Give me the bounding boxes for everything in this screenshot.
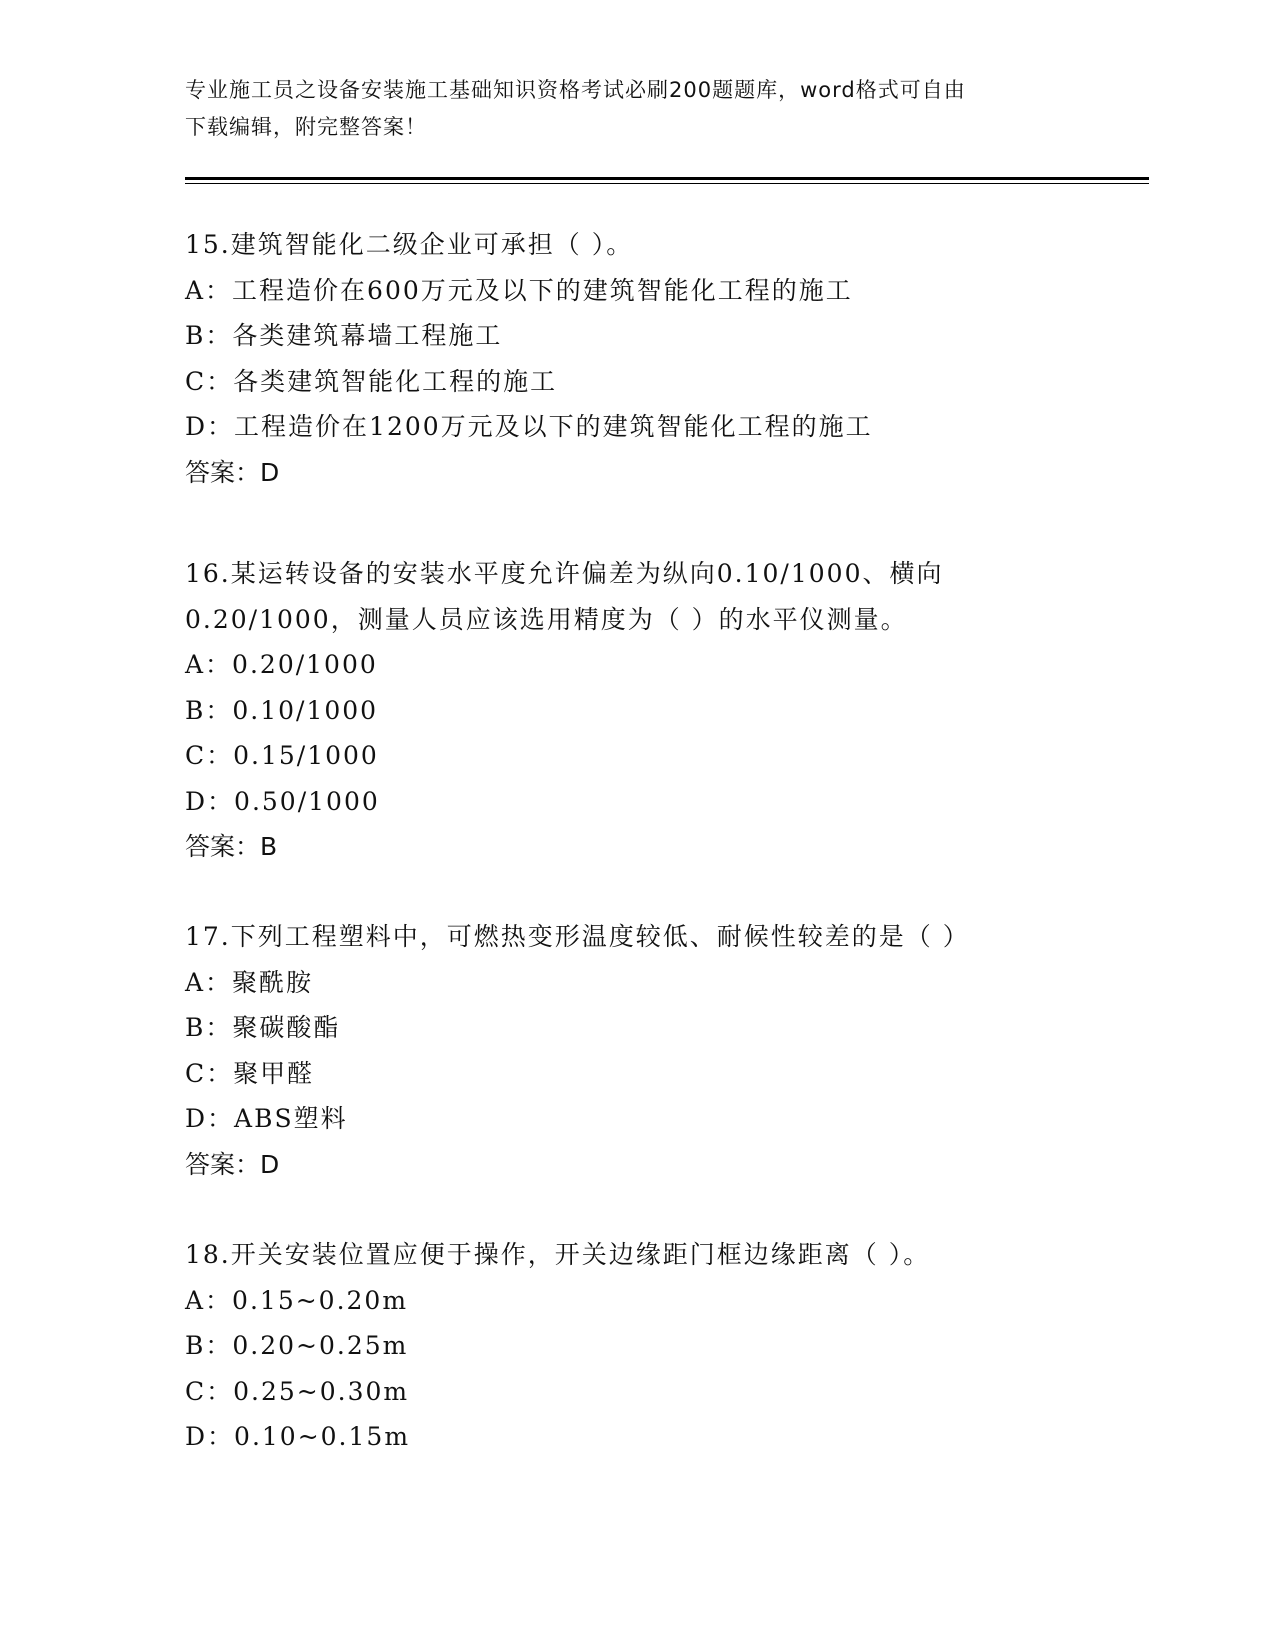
option-c: C：0.25~0.30m bbox=[185, 1376, 410, 1406]
question-stem: 17.下列工程塑料中，可燃热变形温度较低、耐候性较差的是（ ） bbox=[185, 922, 970, 951]
header-divider-thick bbox=[185, 177, 1149, 180]
option-d: D：工程造价在1200万元及以下的建筑智能化工程的施工 bbox=[185, 412, 873, 441]
question-stem: 15.建筑智能化二级企业可承担（ ）。 bbox=[185, 230, 634, 259]
option-b: B：0.10/1000 bbox=[185, 695, 379, 725]
option-a: A：0.15~0.20m bbox=[185, 1285, 409, 1315]
question-16 bbox=[185, 551, 1145, 870]
question-18 bbox=[185, 1232, 1145, 1460]
option-c: C：0.15/1000 bbox=[185, 741, 379, 770]
option-a: A：工程造价在600万元及以下的建筑智能化工程的施工 bbox=[185, 275, 853, 305]
answer-label: 答案：D bbox=[185, 457, 280, 487]
option-b: B：聚碳酸酯 bbox=[185, 1013, 341, 1042]
option-d: D：0.50/1000 bbox=[185, 786, 380, 816]
option-d: D：0.10~0.15m bbox=[185, 1422, 411, 1451]
option-c: C：各类建筑智能化工程的施工 bbox=[185, 366, 558, 396]
option-a: A：聚酰胺 bbox=[185, 967, 314, 997]
header-divider-thin bbox=[185, 183, 1149, 184]
option-c: C：聚甲醛 bbox=[185, 1058, 315, 1088]
header-line-1: 专业施工员之设备安装施工基础知识资格考试必刷200题题库，word格式可自由 bbox=[185, 78, 966, 102]
header-line-2: 下载编辑，附完整答案！ bbox=[185, 115, 427, 139]
question-15 bbox=[185, 222, 1145, 495]
document-header bbox=[185, 72, 1085, 146]
question-17 bbox=[185, 914, 1145, 1187]
option-b: B：0.20~0.25m bbox=[185, 1331, 409, 1360]
answer-label: 答案：B bbox=[185, 832, 278, 861]
answer-label: 答案：D bbox=[185, 1149, 280, 1179]
option-b: B：各类建筑幕墙工程施工 bbox=[185, 321, 503, 350]
option-d: D：ABS塑料 bbox=[185, 1104, 348, 1133]
question-stem-line-1: 16.某运转设备的安装水平度允许偏差为纵向0.10/1000、横向 bbox=[185, 559, 944, 588]
question-stem-line-2: 0.20/1000，测量人员应该选用精度为（ ）的水平仪测量。 bbox=[185, 604, 908, 634]
option-a: A：0.20/1000 bbox=[185, 650, 378, 679]
question-stem: 18.开关安装位置应便于操作，开关边缘距门框边缘距离（ ）。 bbox=[185, 1240, 931, 1269]
